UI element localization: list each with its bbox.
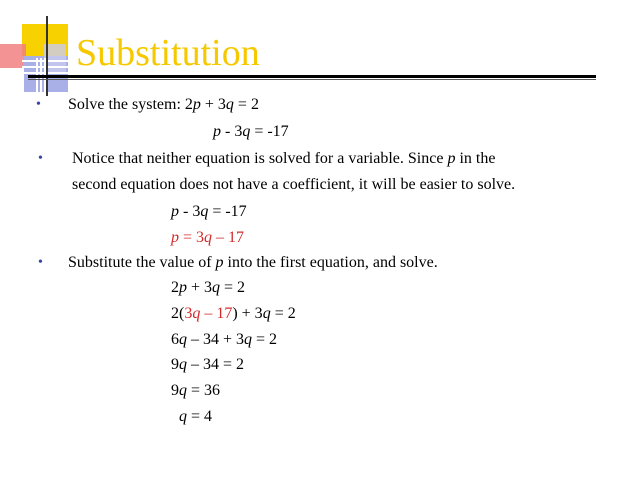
slide-title: Substitution <box>76 32 260 74</box>
text: – 34 = 2 <box>187 356 245 373</box>
system-equation-2 <box>213 122 289 142</box>
step-4 <box>171 355 244 375</box>
var-p: p <box>213 123 221 140</box>
text: into the first equation, and solve. <box>223 254 438 271</box>
step-5 <box>171 381 220 401</box>
text: = 2 <box>270 305 296 322</box>
text: – 34 + 3 <box>187 331 245 348</box>
solved-for-p <box>171 228 244 248</box>
bullet-dot: • <box>36 97 41 112</box>
text: + 3 <box>200 96 226 113</box>
text: = 4 <box>187 408 213 425</box>
text: = -17 <box>250 123 289 140</box>
var-p: p <box>171 229 179 246</box>
step-2 <box>171 304 296 324</box>
isolated-equation <box>171 202 247 222</box>
var-q: q <box>192 305 201 322</box>
text: Notice that neither equation is solved for a variable. Since <box>72 150 448 167</box>
bullet-notice-line1 <box>72 149 495 169</box>
var-q: q <box>204 229 213 246</box>
var-q: q <box>242 123 251 140</box>
var-q: q <box>244 331 253 348</box>
var-q: q <box>179 408 187 425</box>
var-q: q <box>179 356 187 373</box>
var-q: q <box>200 203 209 220</box>
text: = 2 <box>233 96 259 113</box>
text: ) + 3 <box>232 305 263 322</box>
text: in the <box>455 150 496 167</box>
text: Substitute the value of <box>68 254 216 271</box>
text: = 2 <box>220 279 246 296</box>
var-p: p <box>215 254 224 271</box>
var-p: p <box>192 96 201 113</box>
var-p: p <box>179 279 187 296</box>
text: Solve the system: 2 <box>68 96 193 113</box>
text: 2( <box>171 305 185 322</box>
var-q: q <box>262 305 271 322</box>
var-q: q <box>179 331 187 348</box>
text: = 3 <box>179 229 205 246</box>
text: = 2 <box>252 331 278 348</box>
bullet-notice-line2: second equation does not have a coefficient, it will be easier to solve. <box>72 176 516 193</box>
bullet-substitute <box>68 253 438 273</box>
var-q: q <box>225 96 234 113</box>
var-p: p <box>447 150 456 167</box>
step-6 <box>179 407 212 427</box>
bullet-dot: • <box>38 255 43 270</box>
step-3 <box>171 330 277 350</box>
text: + 3 <box>187 279 213 296</box>
text: 2 <box>171 279 179 296</box>
text: 9 <box>171 382 179 399</box>
red-text: – 17 <box>200 305 233 322</box>
step-1 <box>171 278 245 298</box>
bullet-solve-system <box>68 95 259 115</box>
text: – 17 <box>212 229 245 246</box>
red-text: 3 <box>184 305 193 322</box>
text: - 3 <box>179 203 201 220</box>
var-p: p <box>171 203 179 220</box>
var-q: q <box>212 279 221 296</box>
title-underline-thin <box>28 79 596 80</box>
title-underline <box>28 75 596 78</box>
var-q: q <box>179 382 187 399</box>
bullet-dot: • <box>38 151 43 166</box>
text: 9 <box>171 356 179 373</box>
text: 6 <box>171 331 179 348</box>
text: = -17 <box>208 203 247 220</box>
text: = 36 <box>187 382 221 399</box>
text: - 3 <box>221 123 243 140</box>
